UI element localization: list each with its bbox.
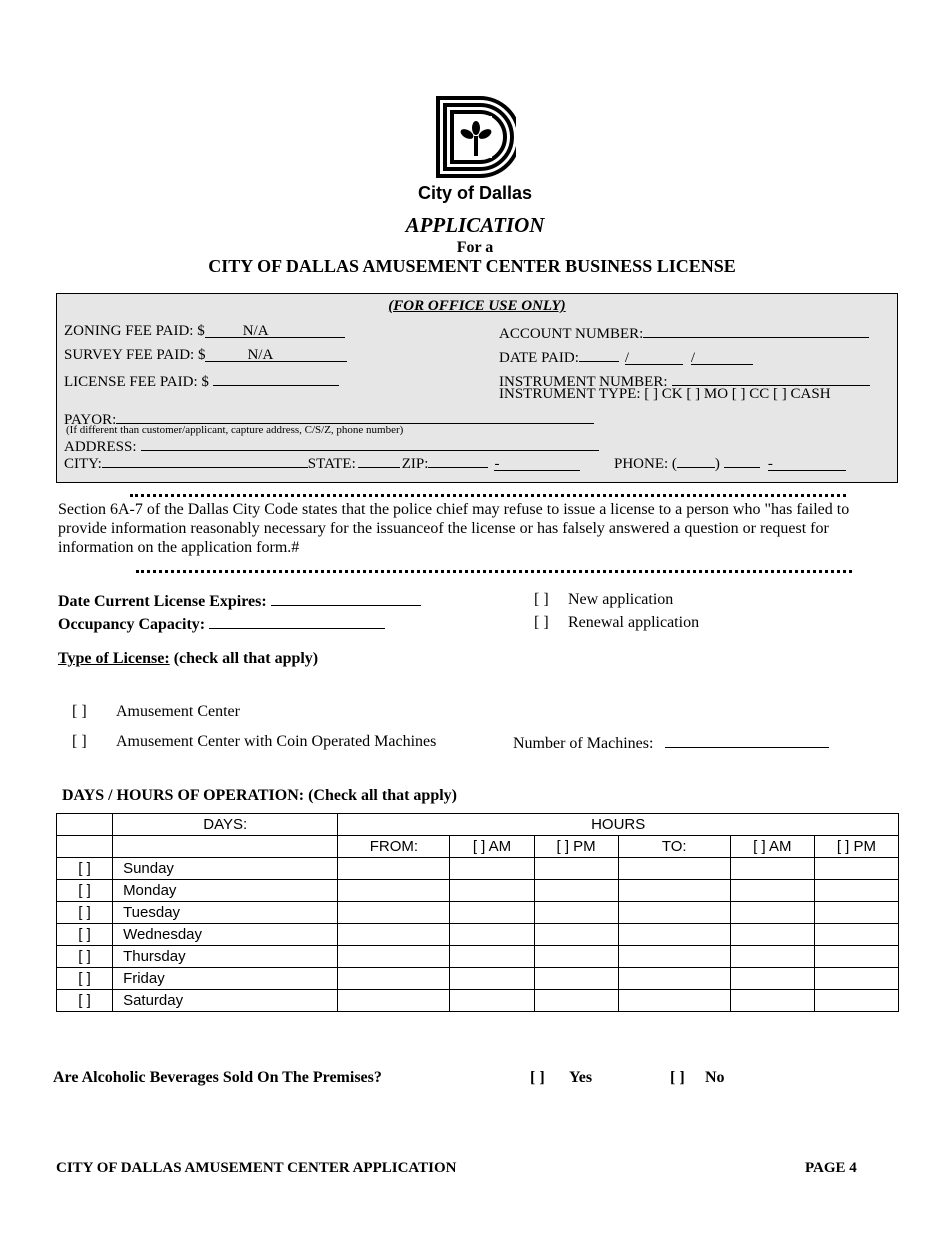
- from-cell[interactable]: [338, 880, 450, 902]
- hours-header: HOURS: [338, 814, 899, 836]
- day-name: Thursday: [113, 946, 338, 968]
- zip-label: ZIP:: [401, 456, 429, 472]
- day-name: Wednesday: [113, 924, 338, 946]
- city-name: City of Dallas: [417, 183, 533, 203]
- day-name: Sunday: [113, 858, 338, 880]
- day-checkbox[interactable]: [ ]: [57, 968, 113, 990]
- to-am-cell[interactable]: [730, 858, 814, 880]
- occupancy-label: Occupancy Capacity:: [58, 616, 206, 633]
- to-cell[interactable]: [618, 924, 730, 946]
- to-cell[interactable]: [618, 990, 730, 1012]
- number-machines-field[interactable]: [665, 733, 829, 748]
- phone-area-field[interactable]: [677, 453, 715, 468]
- zip-field[interactable]: [428, 453, 488, 468]
- license-fee-row: [64, 371, 339, 391]
- state-label: STATE:: [307, 456, 356, 472]
- to-pm-header[interactable]: [ ] PM: [814, 836, 898, 858]
- number-machines-row: [513, 733, 829, 753]
- application-title: APPLICATION: [405, 213, 545, 237]
- to-am-header[interactable]: [ ] AM: [730, 836, 814, 858]
- table-row: [57, 858, 899, 880]
- from-am-cell[interactable]: [450, 946, 534, 968]
- from-pm-cell[interactable]: [534, 880, 618, 902]
- header-blank-cell: [57, 814, 113, 836]
- from-cell[interactable]: [338, 946, 450, 968]
- alcohol-no-label: No: [705, 1069, 725, 1086]
- for-a-text: For a: [456, 239, 494, 256]
- to-pm-cell[interactable]: [814, 990, 898, 1012]
- from-pm-cell[interactable]: [534, 902, 618, 924]
- date-separator: /: [624, 350, 630, 366]
- from-pm-cell[interactable]: [534, 924, 618, 946]
- date-paid-month[interactable]: [579, 347, 619, 362]
- renewal-application-label: Renewal application: [568, 614, 700, 631]
- date-expires-label: Date Current License Expires:: [58, 593, 267, 610]
- number-machines-label: Number of Machines:: [513, 735, 654, 752]
- day-checkbox[interactable]: [ ]: [57, 990, 113, 1012]
- date-expires-field[interactable]: [271, 591, 421, 606]
- address-field[interactable]: [141, 436, 599, 451]
- phone-dash: -: [767, 456, 773, 472]
- alcohol-yes-label: Yes: [569, 1069, 593, 1086]
- footer-title: CITY OF DALLAS AMUSEMENT CENTER APPLICATION: [56, 1160, 457, 1176]
- zoning-fee-label: ZONING FEE PAID: $: [64, 323, 205, 339]
- amusement-center-checkbox[interactable]: [ ]: [72, 703, 87, 720]
- zoning-fee-row: [64, 323, 345, 340]
- city-of-dallas-logo: [436, 96, 516, 178]
- date-separator: /: [690, 350, 696, 366]
- alcohol-no-checkbox[interactable]: [ ]: [670, 1069, 685, 1086]
- check-all-label: (check all that apply): [169, 650, 319, 667]
- table-row: [57, 990, 899, 1012]
- type-of-license-label: Type of License:: [58, 650, 170, 667]
- table-row: [57, 902, 899, 924]
- alcohol-yes-checkbox[interactable]: [ ]: [530, 1069, 545, 1086]
- survey-fee-label: SURVEY FEE PAID: $: [64, 347, 206, 363]
- from-pm-cell[interactable]: [534, 858, 618, 880]
- alcohol-question: Are Alcoholic Beverages Sold On The Premises?: [53, 1069, 382, 1086]
- survey-fee-field[interactable]: [205, 347, 347, 362]
- zip-dash: -: [494, 456, 500, 472]
- day-checkbox[interactable]: [ ]: [57, 924, 113, 946]
- from-cell[interactable]: [338, 968, 450, 990]
- to-pm-cell[interactable]: [814, 902, 898, 924]
- amusement-coin-checkbox[interactable]: [ ]: [72, 733, 87, 750]
- license-fee-label: LICENSE FEE PAID: $: [64, 374, 209, 390]
- to-pm-cell[interactable]: [814, 858, 898, 880]
- instrument-type[interactable]: INSTRUMENT TYPE: [ ] CK [ ] MO [ ] CC [ ] CASH: [499, 386, 831, 402]
- new-application-checkbox[interactable]: [ ]: [534, 591, 549, 608]
- from-pm-header[interactable]: [ ] PM: [534, 836, 618, 858]
- payor-label: PAYOR:: [64, 412, 117, 428]
- to-pm-cell[interactable]: [814, 946, 898, 968]
- day-name: Tuesday: [113, 902, 338, 924]
- day-checkbox[interactable]: [ ]: [57, 946, 113, 968]
- from-cell[interactable]: [338, 902, 450, 924]
- city-state-zip-row: [64, 453, 580, 473]
- phone-row: [614, 453, 846, 473]
- survey-fee-row: [64, 347, 347, 364]
- to-cell[interactable]: [618, 858, 730, 880]
- table-row: [57, 880, 899, 902]
- table-row: [57, 946, 899, 968]
- phone-close: ): [714, 456, 720, 472]
- city-label: CITY:: [64, 456, 102, 472]
- to-am-cell[interactable]: [730, 946, 814, 968]
- zip-ext-field[interactable]: [494, 456, 580, 471]
- occupancy-row: [58, 614, 385, 634]
- from-cell[interactable]: [338, 924, 450, 946]
- from-am-cell[interactable]: [450, 880, 534, 902]
- type-of-license-heading: [58, 650, 318, 668]
- table-row: [57, 924, 899, 946]
- instrument-number-field[interactable]: [672, 371, 870, 386]
- from-am-header[interactable]: [ ] AM: [450, 836, 534, 858]
- to-cell[interactable]: [618, 968, 730, 990]
- to-cell[interactable]: [618, 902, 730, 924]
- state-field[interactable]: [358, 453, 400, 468]
- from-cell[interactable]: [338, 858, 450, 880]
- day-checkbox[interactable]: [ ]: [57, 902, 113, 924]
- hours-table: [56, 813, 899, 1012]
- from-am-cell[interactable]: [450, 990, 534, 1012]
- to-am-cell[interactable]: [730, 902, 814, 924]
- from-pm-cell[interactable]: [534, 968, 618, 990]
- office-use-title: (FOR OFFICE USE ONLY): [388, 298, 566, 314]
- to-am-cell[interactable]: [730, 924, 814, 946]
- to-am-cell[interactable]: [730, 880, 814, 902]
- days-header: DAYS:: [113, 814, 338, 836]
- address-label: ADDRESS:: [64, 439, 137, 455]
- amusement-center-label: Amusement Center: [116, 703, 240, 720]
- day-checkbox[interactable]: [ ]: [57, 858, 113, 880]
- account-number-field[interactable]: [643, 323, 869, 338]
- survey-fee-value: N/A: [247, 347, 274, 363]
- to-cell[interactable]: [618, 946, 730, 968]
- phone-label: PHONE: (: [614, 456, 677, 472]
- page-number: PAGE 4: [805, 1160, 857, 1176]
- occupancy-field[interactable]: [209, 614, 385, 629]
- day-checkbox[interactable]: [ ]: [57, 880, 113, 902]
- license-title: CITY OF DALLAS AMUSEMENT CENTER BUSINESS LICENSE: [208, 256, 736, 276]
- to-pm-cell[interactable]: [814, 880, 898, 902]
- to-header: TO:: [618, 836, 730, 858]
- to-cell[interactable]: [618, 880, 730, 902]
- table-header-row: [57, 814, 899, 836]
- day-name: Saturday: [113, 990, 338, 1012]
- office-use-box: [56, 293, 898, 483]
- city-field[interactable]: [102, 453, 308, 468]
- phone-line-field[interactable]: [768, 456, 846, 471]
- to-am-cell[interactable]: [730, 968, 814, 990]
- to-pm-cell[interactable]: [814, 968, 898, 990]
- from-header: FROM:: [338, 836, 450, 858]
- license-fee-field[interactable]: [213, 371, 339, 386]
- date-expires-row: [58, 591, 421, 611]
- subheader-blank-cell: [57, 836, 113, 858]
- hours-heading: DAYS / HOURS OF OPERATION: (Check all that apply): [62, 787, 457, 804]
- from-pm-cell[interactable]: [534, 990, 618, 1012]
- from-pm-cell[interactable]: [534, 946, 618, 968]
- subheader-blank-cell: [113, 836, 338, 858]
- day-name: Friday: [113, 968, 338, 990]
- from-am-cell[interactable]: [450, 902, 534, 924]
- renewal-application-checkbox[interactable]: [ ]: [534, 614, 549, 631]
- table-row: [57, 968, 899, 990]
- day-name: Monday: [113, 880, 338, 902]
- zoning-fee-field[interactable]: [205, 323, 345, 338]
- dotted-divider-top: [130, 494, 846, 497]
- account-number-row: [499, 323, 869, 343]
- from-am-cell[interactable]: [450, 924, 534, 946]
- phone-prefix-field[interactable]: [724, 453, 760, 468]
- from-cell[interactable]: [338, 990, 450, 1012]
- date-paid-row: [499, 347, 753, 367]
- date-paid-label: DATE PAID:: [499, 350, 579, 366]
- new-application-label: New application: [568, 591, 674, 608]
- zoning-fee-value: N/A: [242, 323, 269, 339]
- from-am-cell[interactable]: [450, 858, 534, 880]
- to-am-cell[interactable]: [730, 990, 814, 1012]
- instrument-number-label: INSTRUMENT NUMBER:: [499, 374, 668, 390]
- payor-field[interactable]: [116, 409, 594, 424]
- date-paid-year[interactable]: [691, 350, 753, 365]
- dotted-divider-bottom: [136, 570, 852, 573]
- account-number-label: ACCOUNT NUMBER:: [499, 326, 644, 342]
- date-paid-day[interactable]: [625, 350, 683, 365]
- section-6a7-text: Section 6A-7 of the Dallas City Code states that the police chief may refuse to issue a license to a person who "has failed to provide information reasonably necessary for the issuanceof the license or has falsely answered a question or request for information on the application form.#: [58, 501, 850, 556]
- from-am-cell[interactable]: [450, 968, 534, 990]
- payor-note: (If different than customer/applicant, capture address, C/S/Z, phone number): [66, 424, 404, 436]
- to-pm-cell[interactable]: [814, 924, 898, 946]
- amusement-coin-label: Amusement Center with Coin Operated Machines: [116, 733, 437, 750]
- table-subheader-row: [57, 836, 899, 858]
